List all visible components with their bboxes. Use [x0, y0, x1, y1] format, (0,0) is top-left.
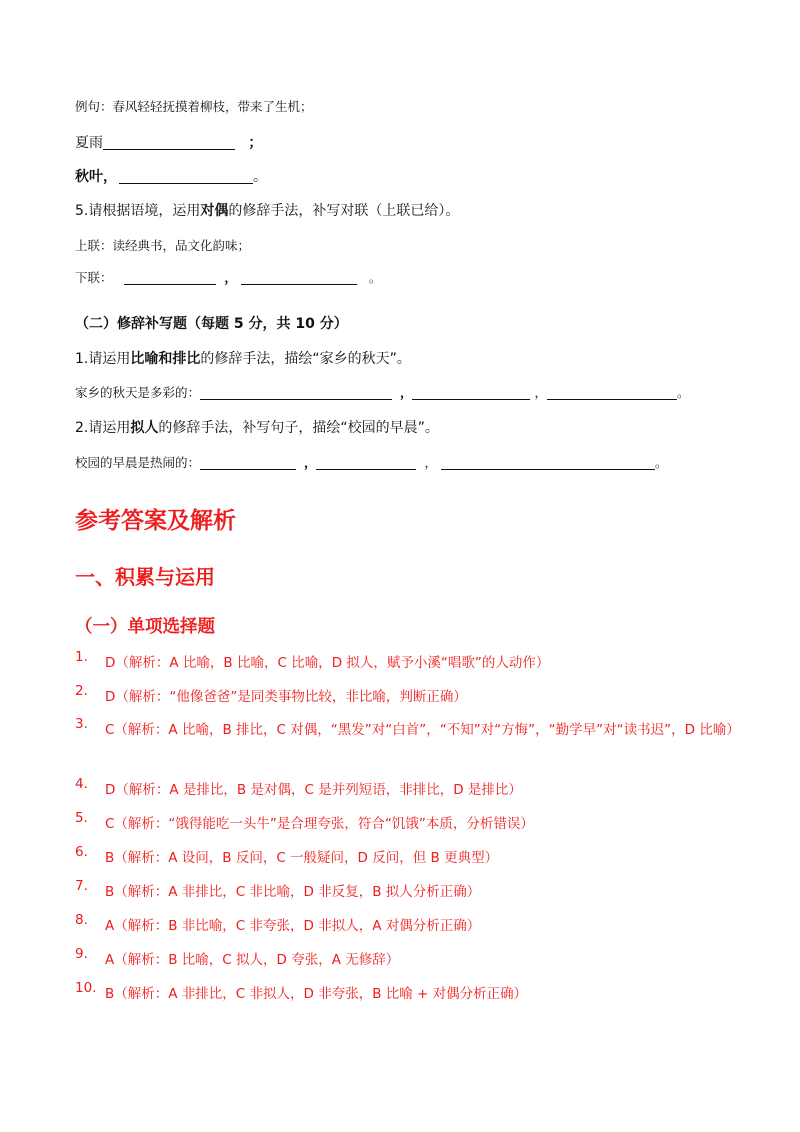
question-2 — [75, 417, 439, 437]
answer-number: 4. — [75, 776, 88, 792]
answer-number: 7. — [75, 878, 88, 894]
autumn-leaf-label: 秋叶， — [75, 169, 117, 185]
answer-blank[interactable] — [241, 270, 357, 285]
answer-item — [75, 878, 755, 906]
answer-text: B（解析：A 设问，B 反问，C 一般疑问，D 反问，但 B 更典型） — [105, 850, 499, 866]
period: 。 — [654, 455, 668, 470]
q2-answer-line — [75, 453, 667, 471]
answer-text: D（解析：“他像爸爸”是同类事物比较，非比喻，判断正确） — [105, 689, 467, 705]
answers-title: 参考答案及解析 — [75, 508, 236, 534]
answer-number: 2. — [75, 683, 88, 699]
lower-couplet-label: 下联： — [75, 270, 113, 285]
comma: ， — [399, 385, 413, 400]
answer-blank[interactable] — [119, 169, 253, 184]
answer-number: 10. — [75, 980, 97, 996]
q1-answer-label: 家乡的秋天是多彩的： — [75, 385, 201, 400]
part-1-title: 一、积累与运用 — [75, 565, 215, 589]
answer-item — [75, 912, 755, 940]
answer-text: A（解析：B 比喻，C 拟人，D 夸张，A 无修辞） — [105, 952, 400, 968]
question-5 — [75, 200, 459, 220]
comma: ， — [303, 455, 317, 470]
answer-number: 5. — [75, 810, 88, 826]
period: 。 — [676, 385, 690, 400]
q2-answer-label: 校园的早晨是热闹的： — [75, 455, 201, 470]
q2-text-bold: 拟人 — [130, 420, 159, 436]
answer-blank[interactable] — [547, 385, 677, 400]
q1-answer-line — [75, 383, 690, 401]
autumn-leaf-line — [75, 166, 267, 186]
answer-item — [75, 716, 755, 744]
subsection-1-title: （一）单项选择题 — [75, 617, 215, 637]
answer-blank[interactable] — [441, 455, 655, 470]
answer-text: B（解析：A 非排比，C 非拟人，D 非夸张，B 比喻 + 对偶分析正确） — [105, 986, 528, 1002]
answer-blank[interactable] — [412, 385, 530, 400]
answer-text: A（解析：B 非比喻，C 非夸张，D 非拟人，A 对偶分析正确） — [105, 918, 481, 934]
lower-couplet-line — [75, 268, 381, 286]
answer-text: C（解析：A 比喻，B 排比，C 对偶，“黑发”对“白首”，“不知”对“方悔”，“勤学早”对“读书迟”，D 比喻） — [105, 722, 740, 738]
q1-text-post: 的修辞手法，描绘“家乡的秋天”。 — [200, 351, 411, 367]
answer-number: 9. — [75, 946, 88, 962]
section-2-title: （二）修辞补写题（每题 5 分，共 10 分） — [75, 316, 348, 332]
upper-couplet: 上联：读经典书，品文化韵味； — [75, 238, 251, 253]
comma: ， — [424, 455, 437, 470]
semicolon: ； — [248, 135, 263, 151]
period: 。 — [253, 169, 267, 185]
answer-item — [75, 844, 755, 872]
answer-item — [75, 810, 755, 838]
q1-text-pre: 1.请运用 — [75, 351, 131, 367]
answer-number: 6. — [75, 844, 88, 860]
answer-blank[interactable] — [316, 455, 416, 470]
example-sentence: 例句：春风轻轻抚摸着柳枝，带来了生机； — [75, 99, 313, 114]
answer-number: 8. — [75, 912, 88, 928]
q5-text-post: 的修辞手法，补写对联（上联已给）。 — [228, 203, 460, 219]
question-1 — [75, 348, 411, 368]
answer-text: C（解析：“饿得能吃一头牛”是合理夸张，符合“饥饿”本质，分析错误） — [105, 816, 534, 832]
q2-text-pre: 2.请运用 — [75, 420, 131, 436]
period: 。 — [368, 270, 382, 285]
answer-item — [75, 649, 755, 677]
answer-item — [75, 683, 755, 711]
q2-text-post: 的修辞手法，补写句子，描绘“校园的早晨”。 — [158, 420, 439, 436]
answer-item — [75, 776, 755, 804]
answer-text: D（解析：A 比喻，B 比喻，C 比喻，D 拟人，赋予小溪“唱歌”的人动作） — [105, 655, 550, 671]
answer-blank[interactable] — [200, 455, 296, 470]
q5-text-bold: 对偶 — [200, 203, 229, 219]
answer-item — [75, 980, 755, 1008]
answer-number: 3. — [75, 716, 88, 732]
answer-blank[interactable] — [124, 270, 216, 285]
comma: ， — [534, 385, 547, 400]
answer-number: 1. — [75, 649, 88, 665]
answer-text: D（解析：A 是排比，B 是对偶，C 是并列短语，非排比，D 是排比） — [105, 782, 522, 798]
answer-blank[interactable] — [200, 385, 392, 400]
answer-blank[interactable] — [103, 135, 235, 150]
answer-text: B（解析：A 非排比，C 非比喻，D 非反复，B 拟人分析正确） — [105, 884, 481, 900]
q5-text-pre: 5.请根据语境，运用 — [75, 203, 201, 219]
answer-item — [75, 946, 755, 974]
summer-rain-line — [75, 132, 262, 152]
summer-rain-label: 夏雨 — [75, 135, 103, 151]
comma: ， — [224, 270, 237, 285]
q1-text-bold: 比喻和排比 — [130, 351, 201, 367]
